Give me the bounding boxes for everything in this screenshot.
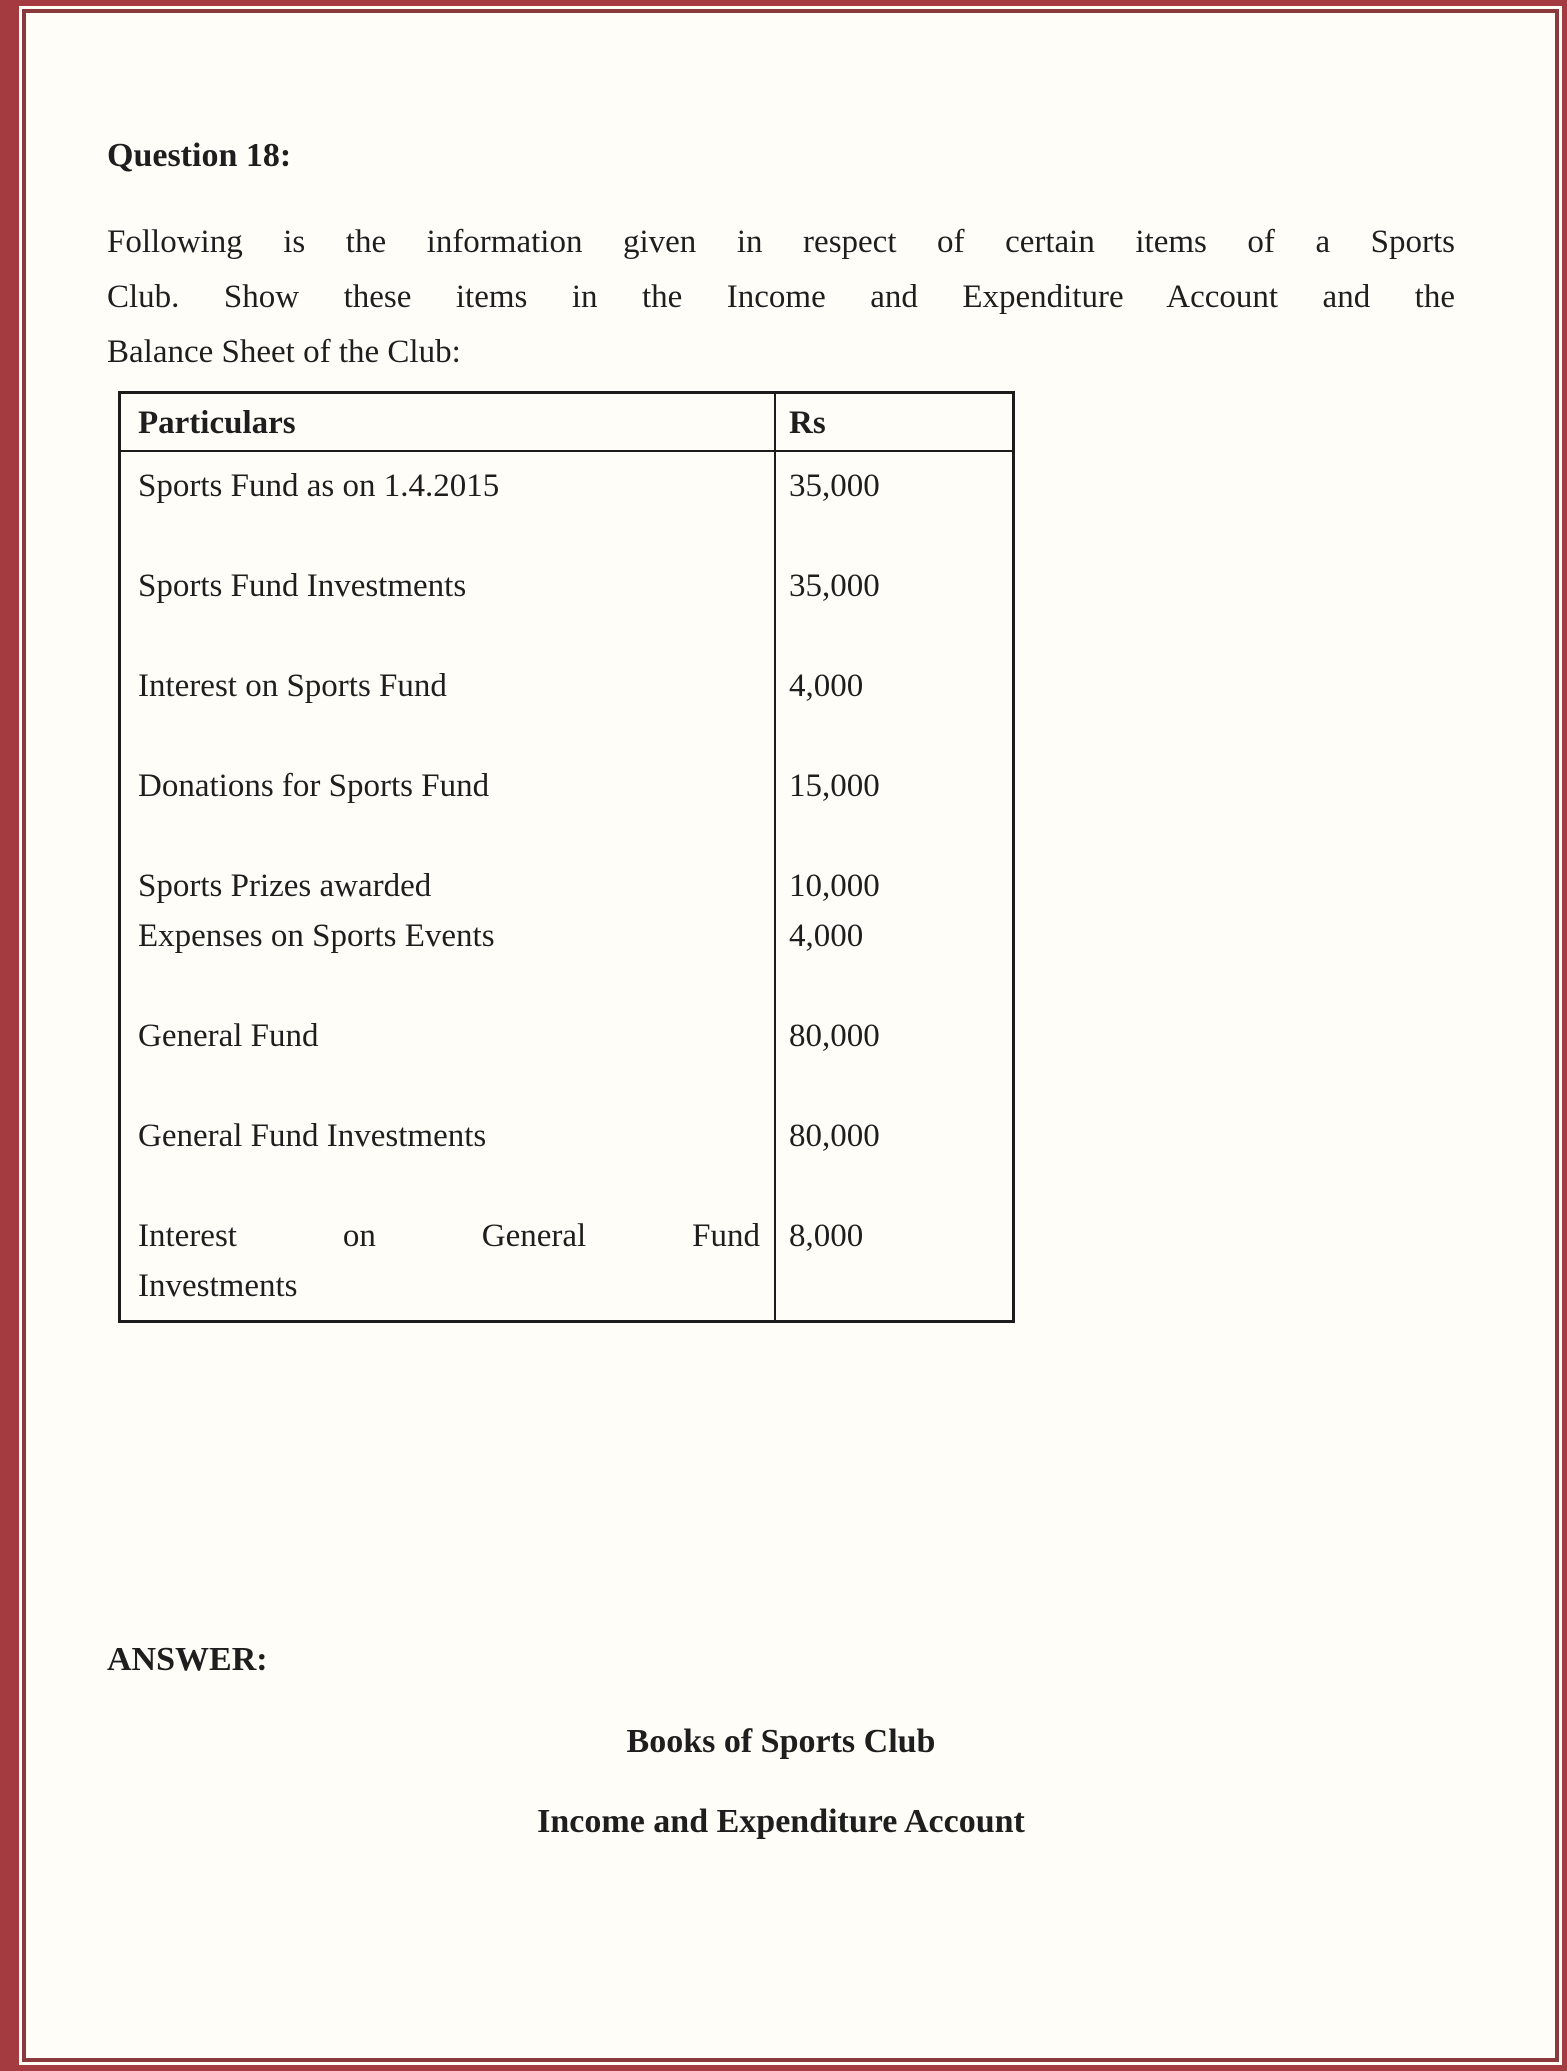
rs-cell: 4,000 [789,918,864,954]
particulars-table [118,391,1015,1323]
table-body [121,452,1012,1320]
table-header-row [121,394,1012,452]
table-row [121,561,1012,611]
particulars-line-2: Investments [138,1268,298,1304]
answer-heading: ANSWER: [107,1641,268,1678]
question-paragraph [107,215,1455,380]
table-row [121,661,1012,711]
page-content [26,13,1455,1843]
rs-cell: 10,000 [789,868,880,904]
particulars-cell: Sports Fund as on 1.4.2015 [138,468,500,504]
rs-cell: 80,000 [789,1118,880,1154]
table-row [121,1211,1012,1311]
table-header-rs: Rs [789,405,826,441]
table-column-divider [774,394,776,1320]
rs-cell: 8,000 [789,1218,864,1254]
particulars-line-1: Interest on General Fund [138,1218,760,1254]
table-row [121,461,1012,511]
rs-cell: 35,000 [789,468,880,504]
table-row [121,1011,1012,1061]
table-header-particulars: Particulars [138,405,296,441]
question-line-2: Club. Show these items in the Income and Expenditure Account and the [107,279,1455,315]
particulars-cell: Interest on Sports Fund [138,668,447,704]
particulars-cell: Sports Prizes awarded [138,868,432,904]
rs-cell: 15,000 [789,768,880,804]
table-row [121,761,1012,811]
answer-subheading-account: Income and Expenditure Account [537,1803,1025,1840]
rs-cell: 80,000 [789,1018,880,1054]
particulars-cell: General Fund [138,1018,319,1054]
particulars-cell: Sports Fund Investments [138,568,467,604]
question-heading: Question 18: [107,137,292,174]
answer-subheading-books: Books of Sports Club [626,1723,936,1760]
rs-cell: 35,000 [789,568,880,604]
page-frame [22,9,1559,2062]
particulars-cell: General Fund Investments [138,1118,487,1154]
table-row [121,911,1012,961]
particulars-cell [121,1211,774,1311]
question-line-1: Following is the information given in respect of certain items of a Sports [107,224,1455,260]
table-row [121,861,1012,911]
particulars-cell: Expenses on Sports Events [138,918,495,954]
rs-cell: 4,000 [789,668,864,704]
question-line-3: Balance Sheet of the Club: [107,334,461,370]
particulars-cell: Donations for Sports Fund [138,768,490,804]
table-row [121,1111,1012,1161]
